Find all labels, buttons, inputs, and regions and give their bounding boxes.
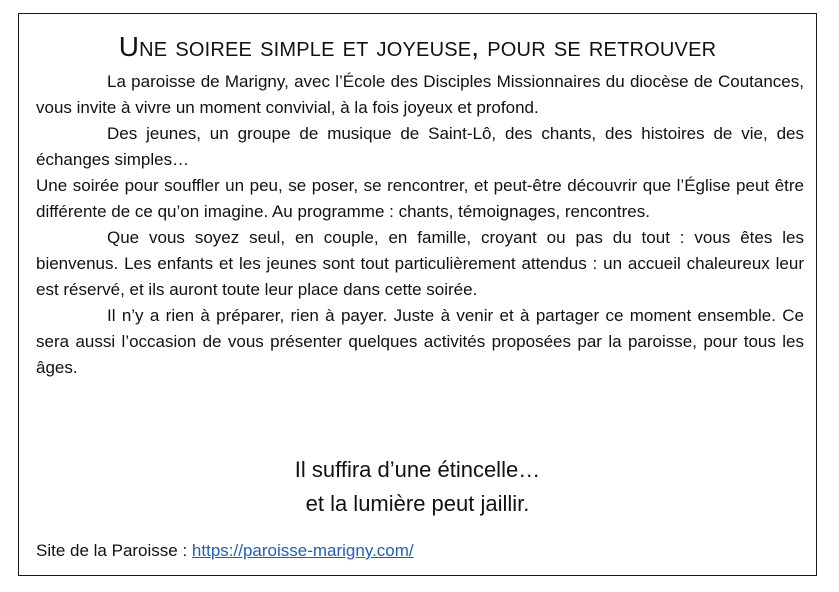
paragraph-welcome: Que vous soyez seul, en couple, en famille, croyant ou pas du tout : vous êtes les bienvenus. Les enfants et les jeunes sont tout particulièrement attendus : un accueil chaleureux leur est réservé, et ils auront toute leur place dans cette soirée. xyxy=(36,228,804,299)
site-label: Site de la Paroisse : xyxy=(36,541,192,560)
closing-line-1: Il suffira d’une étincelle… xyxy=(294,457,541,482)
flyer-body xyxy=(36,69,804,381)
site-link[interactable]: https://paroisse-marigny.com/ xyxy=(191,541,414,560)
paragraph-intro: La paroisse de Marigny, avec l’École des Disciples Missionnaires du diocèse de Coutances, vous invite à vivre un moment convivial, à la fois joyeux et profond. xyxy=(36,72,804,117)
flyer-title: Une soiree simple et joyeuse, pour se retrouver xyxy=(118,31,717,62)
parish-website xyxy=(36,540,414,562)
flyer-frame xyxy=(18,13,817,576)
paragraph-practical: Il n’y a rien à préparer, rien à payer. Juste à venir et à partager ce moment ensemble. Ce sera aussi l’occasion de vous présenter quelques activités proposées par la paroisse, pour tous les âges. xyxy=(36,306,804,377)
closing-line-2: et la lumière peut jaillir. xyxy=(305,491,530,516)
paragraph-program-details: Des jeunes, un groupe de musique de Saint-Lô, des chants, des histoires de vie, des échanges simples… xyxy=(36,124,804,169)
paragraph-evening-purpose: Une soirée pour souffler un peu, se poser, se rencontrer, et peut-être découvrir que l’Église peut être différente de ce qu’on imagine. Au programme : chants, témoignages, rencontres. xyxy=(36,176,804,221)
closing-quote xyxy=(19,453,816,521)
